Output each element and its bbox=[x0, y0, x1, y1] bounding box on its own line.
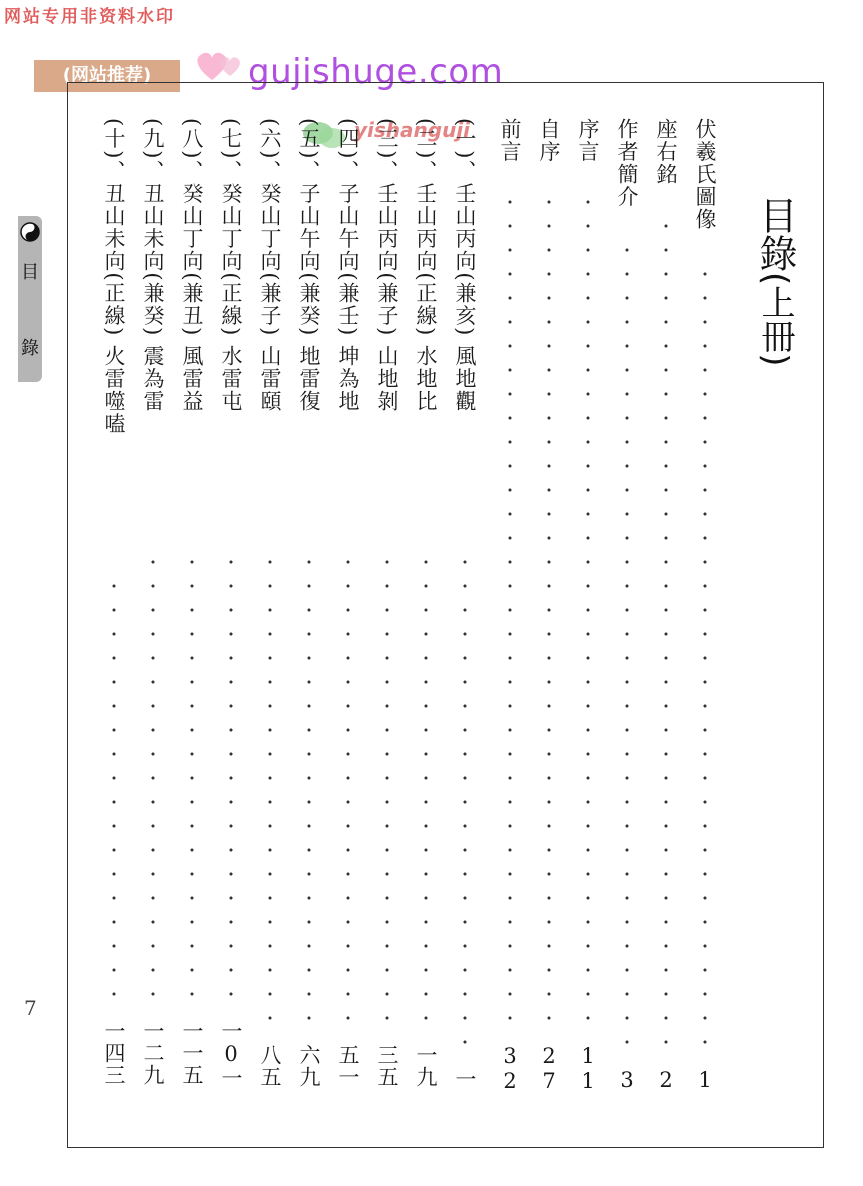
dot-leader bbox=[498, 190, 522, 1038]
dot-leader bbox=[141, 550, 165, 1014]
toc-entry[interactable] bbox=[375, 118, 399, 1118]
toc-entry-page: 六九 bbox=[297, 1044, 321, 1088]
dot-leader bbox=[654, 214, 678, 1062]
hearts-icon bbox=[192, 46, 252, 86]
dot-leader bbox=[453, 550, 477, 1062]
toc-entry[interactable] bbox=[453, 118, 477, 1118]
toc-entry[interactable] bbox=[498, 118, 522, 1118]
toc-entry-page: 一二九 bbox=[141, 1020, 165, 1086]
toc-entry-title: 座右銘 bbox=[654, 118, 678, 186]
toc-entry-title: (五)、子山午向(兼癸) 地雷復 bbox=[297, 118, 321, 413]
toc-entry-page: 2 bbox=[654, 1068, 678, 1093]
toc-entry-title: (六)、癸山丁向(兼子) 山雷頤 bbox=[258, 118, 282, 413]
watermark-banner: 网站专用非资料水印 bbox=[4, 7, 175, 27]
toc-entry[interactable] bbox=[414, 118, 438, 1118]
dot-leader bbox=[375, 550, 399, 1038]
page-number: 7 bbox=[24, 996, 37, 1020]
toc-entry-page: 一一五 bbox=[180, 1020, 204, 1086]
toc-entry[interactable] bbox=[297, 118, 321, 1118]
toc-entry-page: 27 bbox=[537, 1044, 561, 1094]
toc-entry-page: 八五 bbox=[258, 1044, 282, 1088]
dot-leader bbox=[615, 238, 639, 1062]
toc-entry-page: 11 bbox=[576, 1044, 600, 1094]
toc-entry[interactable] bbox=[537, 118, 561, 1118]
overlay-watermark: yishanguji bbox=[354, 118, 471, 142]
dot-leader bbox=[297, 550, 321, 1038]
toc-entry[interactable] bbox=[258, 118, 282, 1118]
toc-entry-page: 1 bbox=[693, 1068, 717, 1093]
toc-entry-title: (十)、丑山未向(正線) 火雷噬嗑 bbox=[102, 118, 126, 435]
dot-leader bbox=[336, 550, 360, 1038]
toc-entry-title: 序言 bbox=[576, 118, 600, 163]
toc-entry-title: (八)、癸山丁向(兼丑) 風雷益 bbox=[180, 118, 204, 413]
toc-entry[interactable] bbox=[180, 118, 204, 1118]
toc-entry[interactable] bbox=[693, 118, 717, 1118]
dot-leader bbox=[219, 550, 243, 1014]
toc-entry-page: 32 bbox=[498, 1044, 522, 1094]
toc-entry-title: (一)、壬山丙向(兼亥) 風地觀 bbox=[453, 118, 477, 413]
dot-leader bbox=[102, 574, 126, 1014]
toc-entry-title: (四)、子山午向(兼壬) 坤為地 bbox=[336, 118, 360, 413]
toc-entry-title: 作者簡介 bbox=[615, 118, 639, 208]
toc-entry-title: (七)、癸山丁向(正線) 水雷屯 bbox=[219, 118, 243, 413]
toc-entry-page: 一九 bbox=[414, 1044, 438, 1088]
dot-leader bbox=[414, 550, 438, 1038]
toc-entry-title: (三)、壬山丙向(兼子) 山地剝 bbox=[375, 118, 399, 413]
yin-yang-icon bbox=[18, 220, 42, 244]
toc-entry-page: 一四三 bbox=[102, 1020, 126, 1086]
toc-entry[interactable] bbox=[102, 118, 126, 1118]
toc-entry-title: 前言 bbox=[498, 118, 522, 163]
toc-entry[interactable] bbox=[654, 118, 678, 1118]
toc-title bbox=[752, 196, 798, 367]
dot-leader bbox=[180, 550, 204, 1014]
section-label-char: 目 bbox=[21, 262, 39, 283]
toc-entry[interactable] bbox=[615, 118, 639, 1118]
toc-entry[interactable] bbox=[576, 118, 600, 1118]
toc-entry-page: 一0一 bbox=[219, 1020, 243, 1089]
dot-leader bbox=[576, 190, 600, 1038]
site-recommend-badge: (网站推荐) bbox=[34, 60, 180, 92]
site-url-watermark: gujishuge.com bbox=[248, 52, 504, 92]
toc-entry-page: 3 bbox=[615, 1068, 639, 1093]
toc-entry-page: 三五 bbox=[375, 1044, 399, 1088]
toc-entry-title: 自序 bbox=[537, 118, 561, 163]
dot-leader bbox=[693, 262, 717, 1062]
dot-leader bbox=[258, 550, 282, 1038]
toc-entry-title: (九)、丑山未向(兼癸) 震為雷 bbox=[141, 118, 165, 413]
dot-leader bbox=[537, 190, 561, 1038]
toc-entry[interactable] bbox=[219, 118, 243, 1118]
section-label-char: 錄 bbox=[21, 338, 39, 359]
toc-title-main: 目錄 bbox=[753, 196, 797, 272]
toc-title-volume: (上冊) bbox=[755, 272, 795, 367]
toc-entry-page: 五一 bbox=[336, 1044, 360, 1088]
toc-entry-title: 伏羲氏圖像 bbox=[693, 118, 717, 231]
toc-entry-title: (二)、壬山丙向(正線) 水地比 bbox=[414, 118, 438, 413]
toc-entry[interactable] bbox=[141, 118, 165, 1118]
toc-entry[interactable] bbox=[336, 118, 360, 1118]
toc-entry-page: 一 bbox=[453, 1068, 477, 1090]
